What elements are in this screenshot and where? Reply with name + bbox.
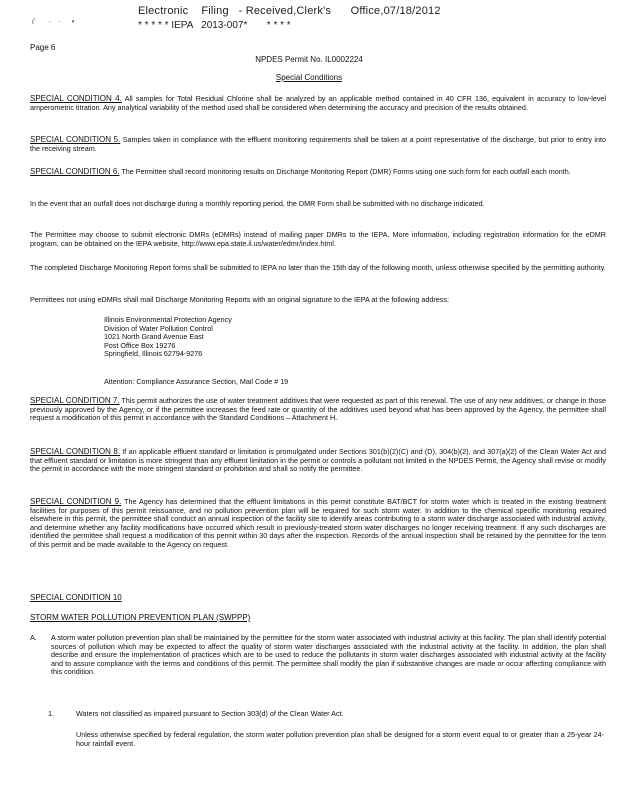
no-discharge-paragraph: In the event that an outfall does not discharge during a monthly reporting period, the DMR Form shall be submitted with no discharge indicated. [30,199,485,208]
special-condition-7 [30,397,606,423]
iepa-stamp: * * * * * IEPA 2013-007* * * * * [138,20,291,31]
condition-text: If an applicable effluent standard or limitation is promulgated under Sections 301(b)(2)(C) and (D), 304(b)(2), and 307(a)(2) of the Clean Water Act and that effluent standard or limitation is more stringent than any effluent limitation in the permit or controls a pollutant not limited in the NPDES Permit, the Agency shall revise or modify the permit in accordance with the more stringent standard or prohibition and shall so notify the permittee. [30,447,606,474]
condition-text: Samples taken in compliance with the effluent monitoring requirements shall be taken at a point representative of the discharge, but prior to entry into the receiving stream. [30,135,607,153]
edmr-paragraph: The Permittee may choose to submit electronic DMRs (eDMRs) instead of mailing paper DMRs to the IEPA. More information, including registration information for the eDMR program, can be obtained on the IEPA website, http://www.epa.state.il.us/water/edmr/index.html. [30,230,606,248]
address-line: Illinois Environmental Protection Agency [104,315,232,324]
condition-text: This permit authorizes the use of water treatment additives that were requested as part of this renewal. The use of any new additives, or change in those previously approved by the Agency, or if the permittee increases the feed rate or quantity of the additives used beyond what has been approved by the Agency, the permittee shall request a modification of this permit in accordance with the Standard Conditions – Attachment H. [30,396,607,423]
special-condition-4 [30,95,606,112]
list-item-1-detail: Unless otherwise specified by federal regulation, the storm water pollution prevention plan shall be designed for a storm event equal to or greater than a 25-year 24-hour rainfall event. [76,730,604,748]
condition-heading: SPECIAL CONDITION 8. [30,447,121,456]
condition-heading: SPECIAL CONDITION 6. [30,167,120,176]
list-text: A storm water pollution prevention plan shall be maintained by the permittee for the storm water associated with industrial activity at this facility. The plan shall identify potential sources of pollution which may be expected to affect the quality of storm water discharges associated with the industrial activity at the facility. In addition, the plan shall describe and ensure the implementation of practices which are to be used to reduce the pollutants in storm water discharges associated with industrial activity at the facility and to assure compliance with the terms and conditions of this permit. The permittee shall modify the plan if substantive changes are made or occur affecting compliance with this condition. [51,633,606,677]
mail-paragraph: Permittees not using eDMRs shall mail Discharge Monitoring Reports with an original signature to the IEPA at the following address: [30,295,449,304]
mailing-address [104,316,232,359]
condition-text: The Permittee shall record monitoring results on Discharge Monitoring Report (DMR) Forms using one such form for each outfall each month. [119,167,571,176]
list-label: A. [30,633,37,642]
list-item-1 [48,710,604,719]
condition-text: The Agency has determined that the effluent limitations in this permit constitute BAT/BCT for storm water which is treated in the existing treatment facilities for purposes of this permit reissuance, and no pollution prevention plan will be required for such storm water. In addition to the chemical specific monitoring required elsewhere in this permit, the permittee shall conduct an annual inspection of the facility site to identify areas contributing to a storm water discharge associated with industrial activity, and determine whether any facility modifications have occurred which result in previously-treated storm water discharges no longer receiving treatment. If any such discharges are identified the permittee shall request a modification of this permit within 30 days after the inspection. Records of the annual inspection shall be retained by the permittee for the term of this permit and be made available to the Agency on request. [30,497,606,549]
filing-stamp: Electronic Filing - Received,Clerk's Office,07/18/2012 [138,5,441,17]
address-line: Springfield, Illinois 62794-9276 [104,349,203,359]
address-line: 1021 North Grand Avenue East [104,332,204,342]
condition-heading: SPECIAL CONDITION 9. [30,497,122,506]
condition-text: All samples for Total Residual Chlorine shall be analyzed by an applicable method contained in 40 CFR 136, equivalent in accuracy to low-level amperometric titration. Any analytical variability of the method used shall be considered when determining the accuracy and precision of the results obtained. [30,94,607,112]
attention-line: Attention: Compliance Assurance Section, Mail Code # 19 [104,377,289,386]
address-line: Post Office Box 19276 [104,340,176,350]
special-condition-8 [30,448,606,474]
condition-heading: SPECIAL CONDITION 7. [30,396,120,405]
special-condition-6 [30,168,606,177]
list-text: Waters not classified as impaired pursuant to Section 303(d) of the Clean Water Act. [76,709,344,718]
permit-number: NPDES Permit No. IL0002224 [255,55,363,64]
address-line: Division of Water Pollution Control [104,323,213,333]
list-item-a [30,634,606,677]
section-title: Special Conditions [275,73,343,82]
scan-marks: ι' · · • [32,17,75,26]
special-condition-9 [30,498,606,550]
special-condition-5 [30,136,606,153]
condition-heading: SPECIAL CONDITION 5. [30,135,121,144]
page-number: Page 6 [30,43,56,52]
submission-paragraph: The completed Discharge Monitoring Report forms shall be submitted to IEPA no later than the 15th day of the following month, unless otherwise specified by the permitting authority. [30,263,606,272]
special-condition-10-heading: SPECIAL CONDITION 10 [30,593,122,602]
list-label: 1. [48,709,54,718]
condition-heading: SPECIAL CONDITION 4. [30,94,122,103]
swppp-heading: STORM WATER POLLUTION PREVENTION PLAN (SWPPP) [30,613,251,622]
